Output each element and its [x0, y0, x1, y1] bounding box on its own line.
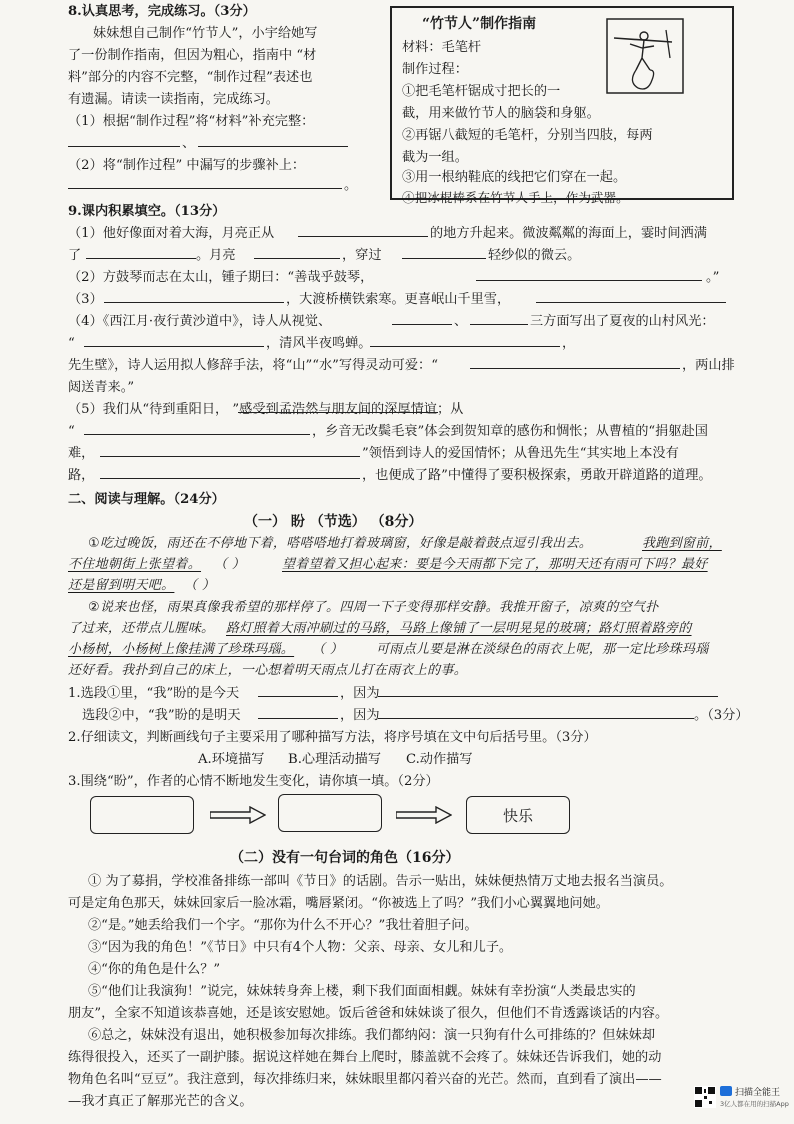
q9-blank-13[interactable] [238, 398, 438, 413]
exam-page: 8.认真思考，完成练习。（3分） 妹妹想自己制作“竹节人”，小宇给她写 了一份制作指南，但因为粗心，指南中 “材 料”部分的内容不完整，“制作过程”表述也 有遗漏。请读一读指南，完成练习。 （1）根据“制作过程”将“材料”补充完整： 、 （2）将“制作过程” 中漏写的步骤补上： 。 “竹节人”制作指南 材料：毛笔杆 制作过程： ①把毛笔杆锯成寸把长的一 截，用来做竹节人的脑袋和身躯。 ②再锯八截短的毛笔杆，分别当四肢，每两 截为一组。 ③用一根纳鞋底的线把它们穿在一起。 ④把冰棍棒系在竹节人手上，作为武器。 9.课内积累填空。（13分） （1）他好像面对着大海，月亮正从 的地方升起来。微波粼粼的海面上，霎时间洒满 了 。月亮 ，穿过 轻纱似的微云。 （2）方鼓琴而志在太山，锺子期曰：“善哉乎鼓琴， 。” （3） ，大渡桥横铁索寒。更喜岷山千里雪， （4）《西江月·夜行黄沙道中》，诗人从视觉、 、 三方面写出了夏夜的山村风光： “ ，清风半夜鸣蝉。 ， 先生壁》，诗人运用拟人修辞手法，将“山”“水”写得灵动可爱：“ ，两山排 闼送青来。” （5）我们从“待到重阳日， ”感受到孟浩然与朋友间的深厚情谊；从 “ ，乡音无改鬓毛衰”体会到贺知章的感伤和惆怅；从曹植的“捐躯赴国 难， ”领悟到诗人的爱国情怀；从鲁迅先生“其实地上本没有 路， ，也便成了路”中懂得了要积极探索，勇敢开辟道路的道理。 二、阅读与理解。（24分） （一） 盼 （节选） （8分） ①吃过晚饭，雨还在不停地下着，嗒嗒嗒地打着玻璃窗，好像是敲着鼓点逗引我出去。 我跑到窗前， 不住地朝街上张望着。 （ ） 望着望着又担心起来：要是今天雨都下完了，那明天还有雨可下吗？最好 还是留到明天吧。 （ ） ②说来也怪，雨果真像我希望的那样停了。四周一下子变得那样安静。我推开窗子，凉爽的空气扑 了过来，还带点儿腥味。 路灯照着大雨冲刷过的马路，马路上像铺了一层明晃晃的玻璃；路灯照着路旁的 小杨树，小杨树上像挂满了珍珠玛瑙。 （ ） 可雨点儿要是淋在淡绿色的雨衣上呢，那一定比珍珠玛瑙 还好看。我扑到自己的床上，一心想着明天雨点儿打在雨衣上的事。 1.选段①里，“我”盼的是今天 ，因为 选段②中，“我”盼的是明天 ，因为 。（3分） 2.仔细读文，判断画线句子主要采用了哪种描写方法，将序号填在文中句后括号里。（3分） A.环境描写 B.心理活动描写 C.动作描写 3.围绕“盼”，作者的心情不断地发生变化，请你填一填。（2分） 快乐 （二）没有一句台词的角色（16分） ① 为了募捐，学校准备排练一部叫《节日》的话剧。告示一贴出，妹妹便热情万丈地去报名当演员。 可是定角色那天，妹妹回家后一脸冰霜，嘴唇紧闭。“你被选上了吗？”我们小心翼翼地问她。 ②“是。”她丢给我们一个字。“那你为什么不开心？”我壮着胆子问。 ③“因为我的角色！”《节日》中只有4个人物：父亲、母亲、女儿和儿子。 ④“你的角色是什么？” ⑤“他们让我演狗！”说完，妹妹转身奔上楼，剩下我们面面相觑。妹妹有幸扮演“人类最忠实的 朋友”，全家不知道该恭喜她，还是该安慰她。饭后爸爸和妹妹谈了很久，但他们不肯透露谈话的内容。 ⑥总之，妹妹没有退出，她积极参加每次排练。我们都纳闷：演一只狗有什么可排练的？但妹妹却 练得很投入，还买了一副护膝。据说这样她在舞台上爬时，膝盖就不会疼了。妹妹还告诉我们，她的动 物角色名叫“豆豆”。我注意到，每次排练归来，妹妹眼里都闪着兴奋的光芒。然而，直到看了演出—— —我才真正了解那光芒的含义。 扫描全能王 3亿人都在用的扫描App [0, 0, 794, 1124]
guide-line-5: ②再锯八截短的毛笔杆，分别当四肢，每两 [402, 128, 653, 143]
r1-q1-a: 1.选段①里，“我”盼的是今天 [68, 686, 240, 701]
q9-blank-15[interactable] [100, 442, 360, 457]
q9-line5-b: 、 [454, 314, 468, 329]
q8-sub2: （2）将“制作过程” 中漏写的步骤补上： [68, 158, 306, 173]
q9-line11-a: 难， [68, 446, 95, 461]
q9-blank-14[interactable] [84, 420, 310, 435]
right-arrow-icon [396, 806, 452, 824]
mood-box-3: 快乐 [466, 796, 570, 834]
q9-line2-b: 。月亮 [196, 248, 236, 263]
r1-q3: 3.围绕“盼”，作者的心情不断地发生变化，请你填一填。（2分） [68, 774, 439, 789]
guide-box [390, 6, 734, 205]
r1-q1-c: 选段②中，“我”盼的是明天 [82, 708, 241, 723]
q9-line2-d: 轻纱似的微云。 [488, 248, 581, 263]
guide-line-6: 截为一组。 [402, 150, 468, 165]
q9-blank-11[interactable] [370, 332, 560, 347]
q9-line6-a: “ [68, 336, 75, 351]
q9-blank-4[interactable] [402, 244, 486, 259]
footer-brand: 扫描全能王 [735, 1088, 781, 1098]
q8-intro-2: 了一份制作指南，但因为粗心，指南中 “材 [68, 48, 317, 63]
q9-line1-b: 的地方升起来。微波粼粼的海面上，霎时间洒满 [430, 226, 707, 241]
q9-blank-3[interactable] [254, 244, 340, 259]
q9-blank-5[interactable] [476, 266, 702, 281]
r1-q2: 2.仔细读文，判断画线句子主要采用了哪种描写方法，将序号填在文中句后括号里。（3分） [68, 730, 597, 745]
q9-line6-b: ，清风半夜鸣蝉。 [266, 336, 372, 351]
q9-line3-a: （2）方鼓琴而志在太山，锺子期曰：“善哉乎鼓琴， [68, 270, 374, 285]
q8-title: 8.认真思考，完成练习。（3分） [68, 4, 256, 19]
reading1-line4: ②说来也怪，雨果真像我希望的那样停了。四周一下子变得那样安静。我推开窗子，凉爽的空气扑 [88, 600, 659, 615]
q9-title: 9.课内积累填空。（13分） [68, 204, 226, 219]
q9-blank-1[interactable] [298, 222, 428, 237]
camscanner-logo-icon [720, 1086, 732, 1096]
reading2-line3: ②“是。”她丢给我们一个字。“那你为什么不开心？”我壮着胆子问。 [88, 918, 478, 933]
q9-line8: 闼送青来。” [68, 380, 135, 395]
r1-q2-option-a: A.环境描写 [198, 752, 265, 767]
guide-line-3: ①把毛笔杆锯成寸把长的一 [402, 84, 561, 99]
reading2-title: （二）没有一句台词的角色（16分） [230, 850, 460, 866]
reading1-underline-1b: 不住地朝街上张望着。 [68, 557, 202, 572]
bamboo-puppet-icon [606, 18, 684, 94]
reading1-underline-3a: 路灯照着大雨冲刷过的马路，马路上像铺了一层明晃晃的玻璃；路灯照着路旁的 [226, 621, 692, 636]
reading2-line9: 练得很投入，还买了一副护膝。据说这样她在舞台上爬时，膝盖就不会疼了。妹妹还告诉我们，她的动 [68, 1050, 662, 1065]
reading1-line6-b: 可雨点儿要是淋在淡绿色的雨衣上呢，那一定比珍珠玛瑙 [376, 642, 709, 657]
q9-line2-a: 了 [68, 248, 82, 263]
q9-line9: （5）我们从“待到重阳日， ”感受到孟浩然与朋友间的深厚情谊；从 [68, 402, 464, 417]
q9-blank-7[interactable] [536, 288, 726, 303]
q9-line2-c: ，穿过 [342, 248, 382, 263]
q8-blank-2[interactable] [198, 132, 348, 147]
reading2-line10: 物角色名叫“豆豆”。我注意到，每次排练归来，妹妹眼里都闪着兴奋的光芒。然而，直到看了演出—— [68, 1072, 662, 1087]
answer-paren-2[interactable]: （ ） [184, 578, 216, 593]
q9-line10-a: “ [68, 424, 75, 439]
reading2-line8: ⑥总之，妹妹没有退出，她积极参加每次排练。我们都纳闷：演一只狗有什么可排练的？但妹妹却 [88, 1028, 656, 1043]
reading2-line4: ③“因为我的角色！”《节日》中只有4个人物：父亲、母亲、女儿和儿子。 [88, 940, 513, 955]
q8-intro-4: 有遗漏。请读一读指南，完成练习。 [68, 92, 279, 107]
r1-q1-d: ，因为 [340, 708, 380, 723]
q9-line5-c: 三方面写出了夏夜的山村风光： [530, 314, 715, 329]
q9-blank-10[interactable] [84, 332, 264, 347]
q9-line7-b: ，两山排 [682, 358, 735, 373]
q9-line11-b: ”领悟到诗人的爱国情怀；从鲁迅先生“其实地上本没有 [362, 446, 679, 461]
r1-q1-blank-3[interactable] [258, 704, 338, 719]
footer-sub: 3亿人都在用的扫描App [720, 1100, 789, 1108]
q9-blank-9[interactable] [470, 310, 528, 325]
q9-line1-a: （1）他好像面对着大海，月亮正从 [68, 226, 275, 241]
q9-line6-c: ， [562, 336, 576, 351]
reading1-underline-1a: 我跑到窗前， [642, 536, 722, 551]
q8-intro-3: 料”部分的内容不完整，“制作过程”表述也 [68, 70, 313, 85]
reading1-underline-2a: 望着望着又担心起来：要是今天雨都下完了，那明天还有雨可下吗？最好 [282, 557, 708, 572]
reading1-line1-a: ①吃过晚饭，雨还在不停地下着，嗒嗒嗒地打着玻璃窗，好像是敲着鼓点逗引我出去。 [88, 536, 593, 551]
right-arrow-icon [210, 806, 266, 824]
guide-line-7: ③用一根纳鞋底的线把它们穿在一起。 [402, 170, 627, 185]
reading1-line5-a: 了过来，还带点儿腥味。 [68, 621, 215, 636]
q9-blank-16[interactable] [100, 464, 360, 479]
q8-blank-3[interactable] [68, 174, 342, 189]
reading2-line1: ① 为了募捐，学校准备排练一部叫《节日》的话剧。告示一贴出，妹妹便热情万丈地去报名当演员。 [88, 874, 673, 889]
r1-q1-blank-4[interactable] [378, 704, 694, 719]
qr-code-icon [694, 1086, 716, 1108]
reading2-line2: 可是定角色那天，妹妹回家后一脸冰霜，嘴唇紧闭。“你被选上了吗？”我们小心翼翼地问她。 [68, 896, 609, 911]
reading1-underline-3b: 小杨树，小杨树上像挂满了珍珠玛瑙。 [68, 642, 295, 657]
section2-title: 二、阅读与理解。（24分） [68, 492, 225, 507]
answer-paren-3[interactable]: （ ） [312, 642, 344, 657]
r1-q1-b: ，因为 [340, 686, 380, 701]
q9-line4-b: ，大渡桥横铁索寒。更喜岷山千里雪， [286, 292, 511, 307]
q8-blank-1[interactable] [68, 132, 180, 147]
q9-blank-6[interactable] [104, 288, 284, 303]
guide-title: “竹节人”制作指南 [422, 16, 537, 32]
guide-line-4: 截，用来做竹节人的脑袋和身躯。 [402, 106, 600, 121]
q9-blank-8[interactable] [392, 310, 452, 325]
guide-line-1: 材料：毛笔杆 [402, 40, 482, 55]
q9-blank-2[interactable] [86, 244, 196, 259]
q9-blank-12[interactable] [470, 354, 680, 369]
q9-line3-b: 。” [706, 270, 720, 285]
q9-line4-a: （3） [68, 292, 103, 307]
guide-line-2: 制作过程： [402, 62, 468, 77]
reading2-line7: 朋友”，全家不知道该恭喜她，还是该安慰她。饭后爸爸和妹妹谈了很久，但他们不肯透露谈话的内容。 [68, 1006, 669, 1021]
r1-q1-blank-2[interactable] [378, 682, 718, 697]
mood-box-1[interactable] [90, 796, 194, 834]
r1-q2-option-b: B.心理活动描写 [288, 752, 382, 767]
reading1-underline-2b: 还是留到明天吧。 [68, 578, 175, 593]
r1-q2-option-c: C.动作描写 [406, 752, 473, 767]
reading1-line7: 还好看。我扑到自己的床上，一心想着明天雨点儿打在雨衣上的事。 [68, 663, 468, 678]
q9-line12-b: ，也便成了路”中懂得了要积极探索，勇敢开辟道路的道理。 [362, 468, 712, 483]
reading1-title: （一） 盼 （节选） （8分） [244, 514, 423, 530]
q9-line5-a: （4）《西江月·夜行黄沙道中》，诗人从视觉、 [68, 314, 332, 329]
r1-q1-blank-1[interactable] [258, 682, 338, 697]
q9-line12-a: 路， [68, 468, 95, 483]
q9-line10-b: ，乡音无改鬓毛衰”体会到贺知章的感伤和惆怅；从曹植的“捐躯赴国 [312, 424, 708, 439]
reading2-line6: ⑤“他们让我演狗！”说完，妹妹转身奔上楼，剩下我们面面相觑。妹妹有幸扮演“人类最忠实的 [88, 984, 636, 999]
mood-box-2[interactable] [278, 794, 382, 832]
reading2-line11: —我才真正了解那光芒的含义。 [68, 1094, 253, 1109]
reading2-line5: ④“你的角色是什么？” [88, 962, 221, 977]
q9-line7-a: 先生壁》，诗人运用拟人修辞手法，将“山”“水”写得灵动可爱：“ [68, 358, 438, 373]
answer-paren-1[interactable]: （ ） [214, 557, 246, 572]
q8-sub1: （1）根据“制作过程”将“材料”补充完整： [68, 114, 315, 129]
q8-intro-1: 妹妹想自己制作“竹节人”，小宇给她写 [93, 26, 318, 41]
guide-line-8: ④把冰棍棒系在竹节人手上，作为武器。 [402, 190, 629, 205]
r1-q1-e: 。（3分） [694, 708, 749, 723]
